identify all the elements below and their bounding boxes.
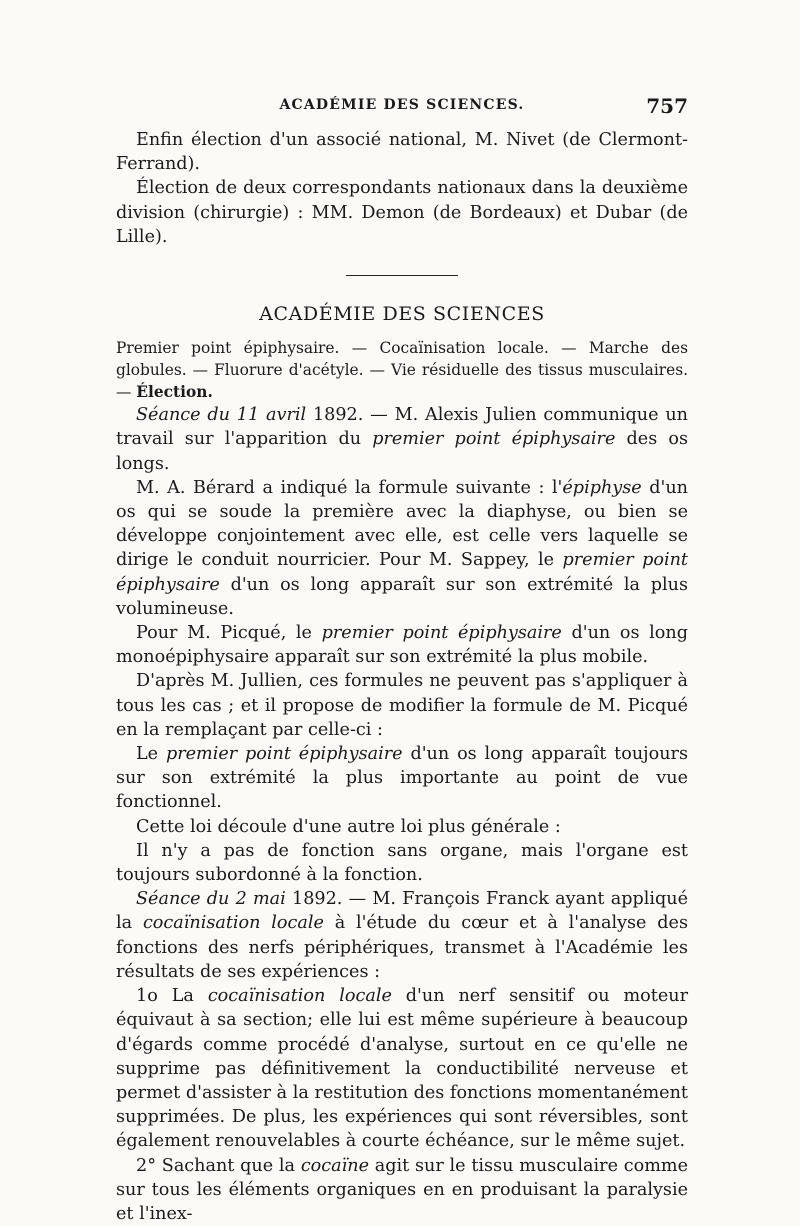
page-number: 757 xyxy=(646,94,688,118)
term-cocainisation: cocaïnisation locale xyxy=(142,913,324,934)
paragraph-9 xyxy=(116,984,688,1153)
text-block xyxy=(116,128,688,1226)
paragraph-6: Cette loi découle d'une autre loi plus générale : xyxy=(136,816,561,837)
paragraph-8-b: à l'étude du cœur et à l'analyse des fonctions des nerfs périphériques, transmet à l'Académie les résultats de ses expériences : xyxy=(116,913,688,982)
paragraph-8 xyxy=(116,887,688,984)
paragraph-9-b: d'un nerf sensitif ou moteur équivaut à sa section; elle lui est même supérieure à beaucoup d'égards comme procédé d'analyse, surtout en ce qu'elle ne supprime pas définitivement la conductibilité nerveuse et permet d'assister à la restitution des fonctions momentanément supprimées. De plus, les expériences qui sont réversibles, sont également renouvelables à courte échéance, sur le même sujet. xyxy=(116,986,688,1152)
paragraph-3 xyxy=(116,621,688,669)
term-premier-point: premier point épiphysaire xyxy=(116,550,688,595)
session-date-2: Séance du 2 mai xyxy=(136,889,286,910)
paragraph-1-end: des os longs. xyxy=(116,429,688,474)
intro-paragraph-1: Enfin élection d'un associé national, M. Nivet (de Clermont-Ferrand). xyxy=(116,130,688,175)
paragraph-4: D'après M. Jullien, ces formules ne peuvent pas s'appliquer à tous les cas ; et il propose de modifier la formule de M. Picqué en la remplaçant par celle-ci : xyxy=(116,671,688,740)
section-title: ACADÉMIE DES SCIENCES xyxy=(259,303,545,326)
paragraph-2-b: d'un os qui se soude la première avec la diaphyse, ou bien se développe conjointement avec elle, est celle vers laquelle se dirige le conduit nourricier. Pour M. Sappey, le xyxy=(116,477,688,571)
paragraph-10 xyxy=(116,1154,688,1226)
session-date-1: Séance du 11 avril xyxy=(136,405,307,426)
paragraph-10-a: 2° Sachant que la xyxy=(136,1155,301,1176)
paragraph-2 xyxy=(116,476,688,621)
paragraph-2-c: d'un os long apparaît sur son extrémité la plus volumineuse. xyxy=(116,574,688,619)
paragraph-8-a: 1892. — M. François Franck ayant appliqué la xyxy=(116,889,688,934)
section-separator xyxy=(346,275,458,276)
running-head: ACADÉMIE DES SCIENCES. xyxy=(279,97,525,113)
paragraph-7: Il n'y a pas de fonction sans organe, mais l'organe est toujours subordonné à la fonction. xyxy=(116,840,688,886)
paragraph-1 xyxy=(116,403,688,476)
term-cocaine: cocaïne xyxy=(300,1155,369,1176)
section-summary xyxy=(116,337,688,403)
paragraph-2-a: M. A. Bérard a indiqué la formule suivante : l' xyxy=(136,477,563,498)
intro-paragraph-2: Élection de deux correspondants nationaux dans la deuxième division (chirurgie) : MM. Demon (de Bordeaux) et Dubar (de Lille). xyxy=(116,178,688,247)
paragraph-10-b: agit sur le tissu musculaire comme sur tous les éléments organiques en en produisant la paralysie et l'inex- xyxy=(116,1155,688,1224)
summary-last: Élection. xyxy=(136,383,213,402)
paragraph-1-text: 1892. — M. Alexis Julien communique un travail sur l'apparition du xyxy=(116,405,688,450)
term-epiphyse: épiphyse xyxy=(562,477,642,498)
term-cocainisation: cocaïnisation locale xyxy=(207,986,392,1007)
paragraph-3-a: Pour M. Picqué, le xyxy=(136,623,322,644)
page-header xyxy=(116,94,688,123)
summary-text: Premier point épiphysaire. — Cocaïnisation locale. — Marche des globules. — Fluorure d'acétyle. — Vie résiduelle des tissus musculaires. — xyxy=(116,339,688,402)
paragraph-5-b: d'un os long apparaît toujours sur son extrémité la plus importante au point de vue fonctionnel. xyxy=(116,744,688,813)
paragraph-5 xyxy=(116,742,688,815)
paragraph-3-b: d'un os long monoépiphysaire apparaît sur son extrémité la plus mobile. xyxy=(116,623,688,668)
term-premier-point: premier point épiphysaire xyxy=(321,623,562,644)
term-premier-point: premier point épiphysaire xyxy=(372,429,616,450)
term-premier-point: premier point épiphysaire xyxy=(165,744,403,765)
paragraph-5-a: Le xyxy=(136,744,166,765)
paragraph-9-num: 1o La xyxy=(136,986,208,1007)
